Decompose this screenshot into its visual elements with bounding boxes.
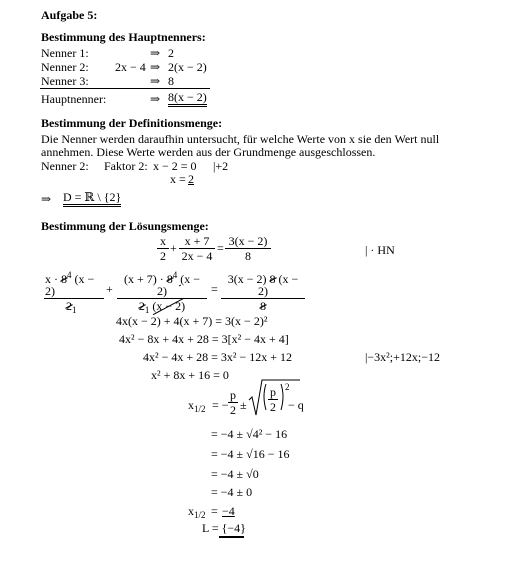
denominator: 8 (245, 249, 251, 263)
denominator: 2 (230, 403, 236, 417)
plus-minus: ± (240, 398, 247, 412)
result-value: −4 (222, 504, 235, 518)
implies-arrow: ⇒ (150, 46, 161, 60)
denominator: 2 (160, 249, 166, 263)
equals-sign: = (217, 241, 224, 255)
pq-lhs: $x_{1/2}$ (188, 398, 206, 414)
domain-set: D = ℝ \ {2} (63, 191, 121, 207)
numerator: 3(x − 2) (225, 235, 271, 249)
cancel-fraction-3: 3(x − 2) 8 (x − 2) 8 (221, 273, 305, 312)
solution-set: L = {−4} (202, 521, 246, 535)
operation-hn: | · HN (365, 243, 395, 257)
numerator: p (270, 385, 276, 399)
solution-step-2: = −4 ± √16 − 16 (211, 447, 290, 461)
denominator-2-label: Nenner 2: (41, 60, 89, 74)
solution-underline (219, 536, 244, 538)
denominator-1-value: 2 (168, 46, 174, 60)
pq-equals-minus: = − (212, 398, 229, 412)
equation-line-6: x² + 8x + 16 = 0 (151, 368, 229, 382)
denominator-2-value: 2(x − 2) (168, 60, 207, 74)
pq-minus-q: − q (288, 398, 304, 412)
heading-loesungsmenge: Bestimmung der Lösungsmenge: (41, 219, 209, 233)
numerator: x (157, 235, 169, 249)
equation-line-5: 4x² − 4x + 28 = 3x² − 12x + 12 (143, 350, 293, 364)
denominator: 2 (270, 400, 276, 414)
heading-hauptnenner: Bestimmung des Hauptnenners: (41, 30, 206, 44)
numerator: p (230, 388, 236, 402)
numerator: x + 7 (179, 235, 215, 249)
implies-arrow: ⇒ (41, 192, 52, 206)
denominator-2-expr: 2x − 4 (115, 60, 146, 74)
equation-line-5-op: |−3x²;+12x;−12 (365, 350, 440, 364)
equation-operation: |+2 (213, 159, 229, 173)
implies-arrow: ⇒ (150, 92, 161, 106)
denominator-3-label: Nenner 3: (41, 74, 89, 88)
solution-step-3: = −4 ± √0 (211, 467, 259, 481)
denominator: 2x − 4 (181, 249, 213, 263)
task-title: Aufgabe 5: (41, 8, 98, 22)
solution-step-4: = −4 ± 0 (211, 485, 253, 499)
equation-line-3: 4x(x − 2) + 4(x + 7) = 3(x − 2)² (116, 314, 268, 328)
fraction-p-over-2-inner (268, 386, 278, 413)
result-value: 2 (188, 172, 194, 186)
implies-arrow: ⇒ (150, 60, 161, 74)
heading-definitionsmenge: Bestimmung der Definitionsmenge: (41, 116, 223, 130)
solution-step-1: = −4 ± √4² − 16 (211, 427, 288, 441)
factor-label: Faktor 2: (104, 159, 148, 173)
result-equals: = (211, 504, 218, 518)
implies-arrow: ⇒ (150, 74, 161, 88)
plus-sign: + (106, 282, 113, 296)
denominator-3-value: 8 (168, 74, 174, 88)
denominator-2-label: Nenner 2: (41, 159, 89, 173)
cancel-fraction-1: $x \cdot 8^4$ (x − 2) $2_1$ (44, 269, 104, 316)
explanation-line-2: annehmen. Diese Werte werden aus der Grundmenge ausgeschlossen. (41, 145, 376, 159)
cancel-fraction-2: $(x + 7) \cdot 8^4$ (x − 2) $2_1$ (x − 2) (117, 269, 207, 316)
main-denominator-label: Hauptnenner: (41, 92, 107, 106)
plus-sign: + (170, 241, 177, 255)
equation-line-4: 4x² − 8x + 4x + 28 = 3[x² − 4x + 4] (119, 332, 289, 346)
explanation-line-1: Die Nenner werden daraufhin untersucht, für welche Werte von x sie den Wert null (41, 132, 440, 146)
denominator-1-label: Nenner 1: (41, 46, 89, 60)
pq-square: 2 (285, 382, 290, 392)
result-x: x = (170, 172, 186, 186)
main-denominator-value: 8(x − 2) (168, 91, 207, 107)
factor-equation: x − 2 = 0 (153, 159, 197, 173)
equals-sign: = (211, 282, 218, 296)
result-lhs: $x_{1/2}$ (188, 504, 206, 520)
